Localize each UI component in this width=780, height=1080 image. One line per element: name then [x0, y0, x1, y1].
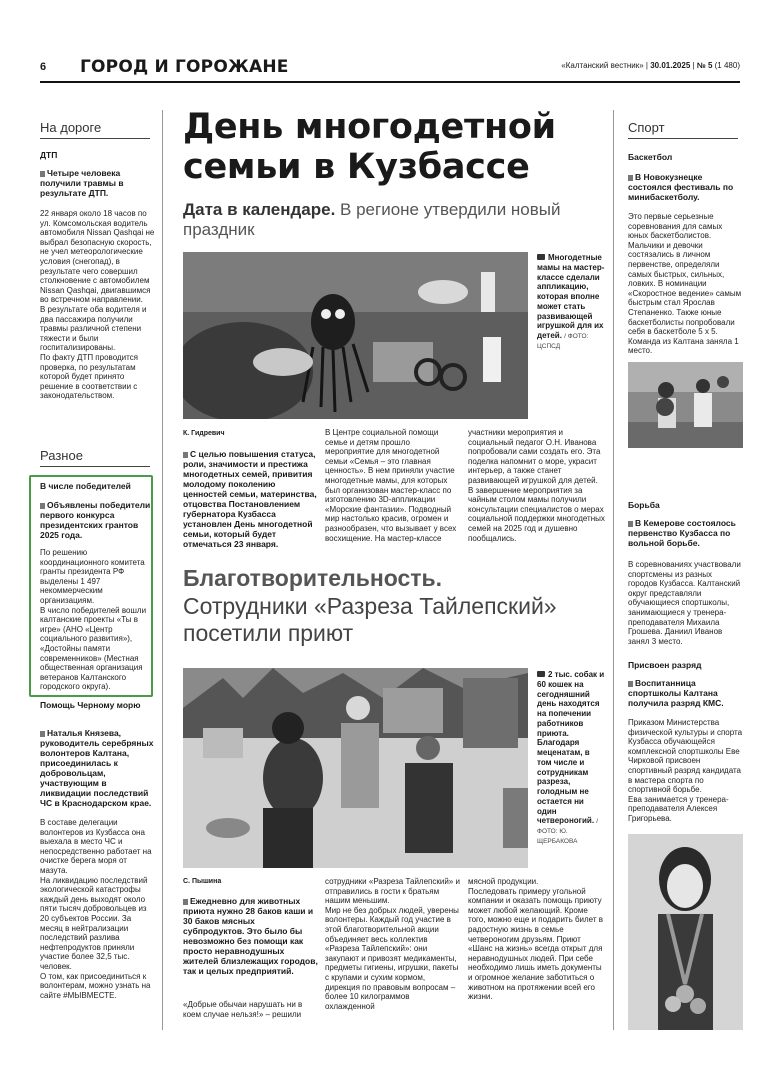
left-column-divider [162, 110, 163, 1030]
photo-credit: / ФОТО: ЦСПСД [537, 333, 589, 350]
article1-col3: участники мероприятия и социальный педагог О.Н. Иванова попробовали сами создать его. Эта поделка напомнит о море, украсит интерьер, а также станет развивающей игрушкой для детей. В завершение мероприятия за чайным столом мамы получили консультации специалистов о мерах социальной поддержки многодетных семей на 2025 год и душевно пообщались. [468, 428, 605, 543]
article2-author: С. Пышина [183, 878, 222, 885]
bullet-icon [628, 175, 633, 181]
rubric-sport: Спорт [628, 120, 738, 139]
bullet-icon [40, 731, 45, 737]
bullet-icon [40, 503, 45, 509]
section-title: ГОРОД И ГОРОЖАНЕ [80, 57, 289, 77]
sea-tag: Помощь Черному морю [40, 700, 141, 710]
wrestling-lead: В Кемерове состоялось первенство Кузбасса по вольной борьбе. [628, 518, 736, 549]
winners-body: По решению координационного комитета гранты президента РФ выделены 1 497 некоммерческим организациям. В число победителей вошли калтанские проекты «Ты в игре» (АНО «Центр социального развития»), «Достойны памяти современников» (Местная общественная организация ветеранов Калтанского городского округа). [40, 548, 147, 692]
rank-body: Приказом Министерства физической культуры и спорта Кузбасса обучающейся комплексной спортшколы Еве Чирковой присвоен спортивный разряд кандидата в мастера спорта по спортивной борьбе. Ева занимается у тренера-преподавателя Алексея Григорьева. [628, 718, 743, 823]
page-number: 6 [40, 61, 47, 73]
issue-date: 30.01.2025 [650, 61, 691, 70]
article1-photo [183, 252, 528, 419]
header-rule [40, 81, 740, 83]
article2-lead: Ежедневно для животных приюта нужно 28 баков каши и 30 баков мясных субпродуктов. Это было бы невозможно без помощи как просто неравнодушных жителей близлежащих городов, так и целых предприятий. [183, 896, 318, 977]
rubric-misc: Разное [40, 448, 150, 467]
article1-col2: В Центре социальной помощи семье и детям прошло мероприятие для многодетной семьи «Семья – это главная ценность». В нем приняли участие многодетные мамы, для которых был организован мастер-класс по изготовлению 3D-аппликации «Морские фантазии». Подводный мир настолько красив, огромен и разнообразен, что вызывает у всех восхищение. На мастер-классе [325, 428, 457, 543]
bullet-icon [628, 681, 633, 687]
camera-icon [537, 671, 545, 677]
rank-tag: Присвоен разряд [628, 660, 702, 670]
wrestling-tag: Борьба [628, 500, 660, 510]
basketball-lead: В Новокузнецке состоялся фестиваль по минибаскетболу. [628, 172, 734, 203]
rank-lead: Воспитанница спортшколы Калтана получила разряд КМС. [628, 678, 724, 709]
article2-headline: Благотворительность. Сотрудники «Разреза Тайлепский» посетили приют [183, 565, 557, 647]
winners-tag: В числе победителей [40, 481, 131, 491]
article1-headline: День многодетной семьи в Кузбассе [183, 107, 556, 187]
basketball-photo [628, 362, 743, 448]
article2-col1-tail: «Добрые обычаи нарушать ни в коем случае нельзя!» – решили [183, 1000, 303, 1019]
article1-author: К. Гидревич [183, 430, 225, 437]
sea-body: В составе делегации волонтеров из Кузбасса она выехала в место ЧС и непосредственно работает на очистке берега моря от мазута. На ликвидацию последствий экологической катастрофы каждый день выходят около пяти тысяч добровольцев из 20 субъектов России. За месяц в нейтрализации последствий разлива нефтепродуктов приняли участие более 32,5 тыс. человек. О том, как присоединиться к волонтерам, можно узнать на сайте #МЫВМЕСТЕ. [40, 818, 152, 1000]
article2-col2: сотрудники «Разреза Тайлепский» и отправились в гости к братьям нашим меньшим. Мир не без добрых людей, уверены волонтеры. Каждый год участие в этой благотворительной акции объединяет весь коллектив «Разреза Тайлепский»: они закупают и привозят медикаменты, предметы гигиены, игрушки, пакеты с крупами и сухим кормом, дирекция по правовым вопросам – более 10 килограммов охлажденной [325, 877, 460, 1011]
rubric-on-the-road: На дороге [40, 120, 150, 139]
issue-number: № 5 [696, 61, 713, 70]
bullet-icon [183, 899, 188, 905]
article1-photo-caption: Многодетные мамы на мастер-классе сделали аппликацию, которая вполне может стать развивающей игрушкой для их детей. / ФОТО: ЦСПСД [537, 253, 605, 350]
athlete-portrait-illustration [628, 834, 743, 1030]
issue-total: (1 480) [714, 61, 740, 70]
photo-credit: / ФОТО: Ю. ЩЕРБАКОВА [537, 818, 599, 846]
basketball-tag: Баскетбол [628, 152, 673, 162]
article2-photo-caption: 2 тыс. собак и 60 кошек на сегодняшний день находятся на попечении работников приюта. Благодаря меценатам, в том числе и сотрудникам разреза, голодным не остается ни один четвероногий. / ФОТО: Ю. ЩЕРБАКОВА [537, 670, 605, 846]
bullet-icon [183, 452, 188, 458]
sea-lead: Наталья Князева, руководитель серебряных волонтеров Калтана, присоединилась к добровольцам, участвующим в ликвидации последствий ЧС в Краснодарском крае. [40, 728, 154, 809]
dtp-body: 22 января около 18 часов по ул. Комсомольская водитель автомобиля Nissan Qashqai не выбрал безопасную скорость, не учел метеорологические условия (снегопад), в результате чего совершил столкновение с автомобилем Nissan Qashqai, двигавшимся во встречном направлении. В результате оба водителя и два пассажира получили травмы различной степени тяжести и были госпитализированы. По факту ДТП проводится проверка, по результатам которой будет принято решение в соответствии с законодательством. [40, 209, 155, 401]
bullet-icon [40, 171, 45, 177]
article1-subhead: Дата в календаре. В регионе утвердили новый праздник [183, 200, 561, 240]
winners-lead: Объявлены победители первого конкурса президентских грантов 2025 года. [40, 500, 151, 541]
basketball-body: Это первые серьезные соревнования для самых юных баскетболистов. Мальчики и девочки состязались в личном первенстве, определяли самых быстрых, сильных, ловких. В номинации «Скоростное ведение» самым быстрым стал Ярослав Степаненко. Также юные баскетболисты попробовали себя в баскетболе 5 х 5. Команда из Калтана заняла 1 место. [628, 212, 742, 356]
dtp-lead: Четыре человека получили травмы в результате ДТП. [40, 168, 124, 199]
craft-photo-illustration [183, 252, 528, 419]
right-column-divider [613, 110, 614, 1030]
dtp-tag: ДТП [40, 150, 58, 160]
shelter-photo-illustration [183, 668, 528, 868]
article1-lead: С целью повышения статуса, роли, значимости и престижа многодетных семей, привития молодому поколению ценностей семьи, материнства, отцовства Постановлением губернатора Кузбасса установлен День многодетной семьи, который будет отмечаться 23 января. [183, 449, 317, 550]
bullet-icon [628, 521, 633, 527]
camera-icon [537, 254, 545, 260]
wrestling-body: В соревнованиях участвовали спортсмены из разных городов Кузбасса. Калтанский округ представляли обучающиеся спортшколы, занимающиеся у тренера-преподавателя Михаила Грошева. Даниил Иванов занял 3 место. [628, 560, 741, 646]
basketball-kids-illustration [628, 362, 743, 448]
article2-photo [183, 668, 528, 868]
masthead-info: «Калтанский вестник» | 30.01.2025 | № 5 (1 480) [561, 61, 740, 70]
newspaper-name: «Калтанский вестник» [561, 61, 644, 70]
article2-col3: мясной продукции. Последовать примеру угольной компании и оказать помощь приюту может любой желающий. Кроме того, можно еще и подарить билет в радостную жизнь в семье четвероногим друзьям. Приют «Шанс на жизнь» всегда открыт для неравнодушных людей. При себе необходимо лишь иметь документы и огромное желание заботиться о животном на протяжении всей его жизни. [468, 877, 603, 1002]
athlete-photo [628, 834, 743, 1030]
